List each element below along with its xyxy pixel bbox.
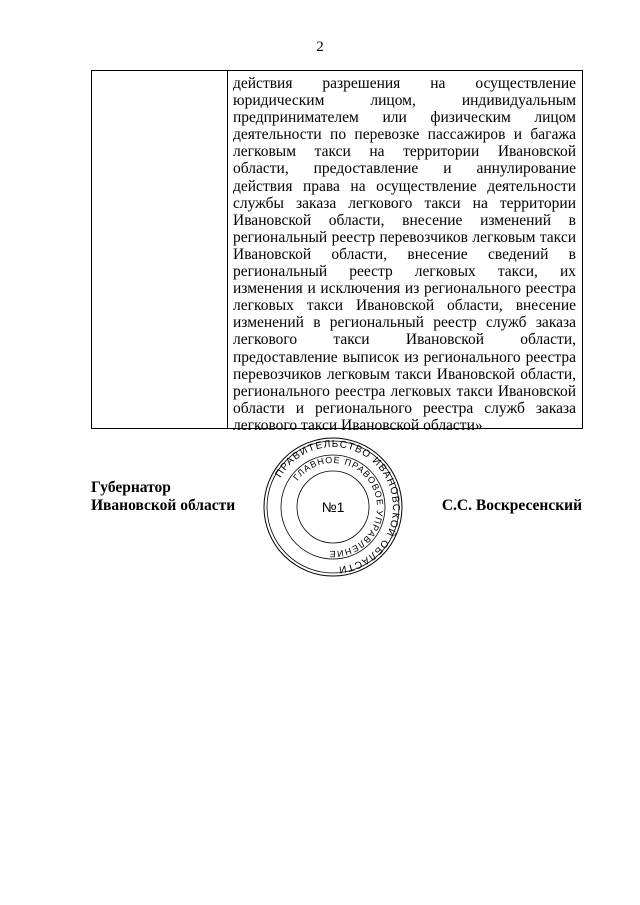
seal-graphic — [263, 437, 403, 577]
signatory-title-line2: Ивановской области — [91, 497, 236, 514]
signatory-title — [91, 479, 235, 515]
document-table — [91, 70, 583, 434]
official-seal — [263, 437, 403, 577]
page-number: 2 — [316, 39, 324, 55]
signatory-name: С.С. Воскресенский — [441, 497, 582, 514]
seal-number: №1 — [321, 499, 345, 515]
signatory-title-line1: Губернатор — [91, 479, 171, 496]
table-right-cell-text: действия разрешения на осуществление юридическим лицом, индивидуальным предпринимателем или физическим лицом деятельности по перевозке пассажиров и багажа легковым такси на территории Ивановской области, предоставление и аннулирование действия права на осуществление деятельности службы заказа легкового такси на территории Ивановской области, внесение изменений в региональный реестр перевозчиков легковым такси Ивановской области, внесение сведений в региональный реестр легковых такси, их изменения и исключения из регионального реестра легковых такси Ивановской области, внесение изменений в региональный реестр служб заказа легкового такси Ивановской области, предоставление выписок из регионального реестра перевозчиков легковым такси Ивановской области, регионального реестра легковых такси Ивановской области и регионального реестра служб заказа легкового такси Ивановской области» — [233, 75, 576, 434]
table-right-cell — [228, 71, 582, 434]
seal-inner-text: ГЛАВНОЕ ПРАВОВОЕ УПРАВЛЕНИЕ — [291, 454, 386, 560]
table-left-cell — [92, 71, 228, 428]
seal-outer-text: ПРАВИТЕЛЬСТВО ИВАНОВСКОЙ ОБЛАСТИ — [273, 438, 402, 575]
